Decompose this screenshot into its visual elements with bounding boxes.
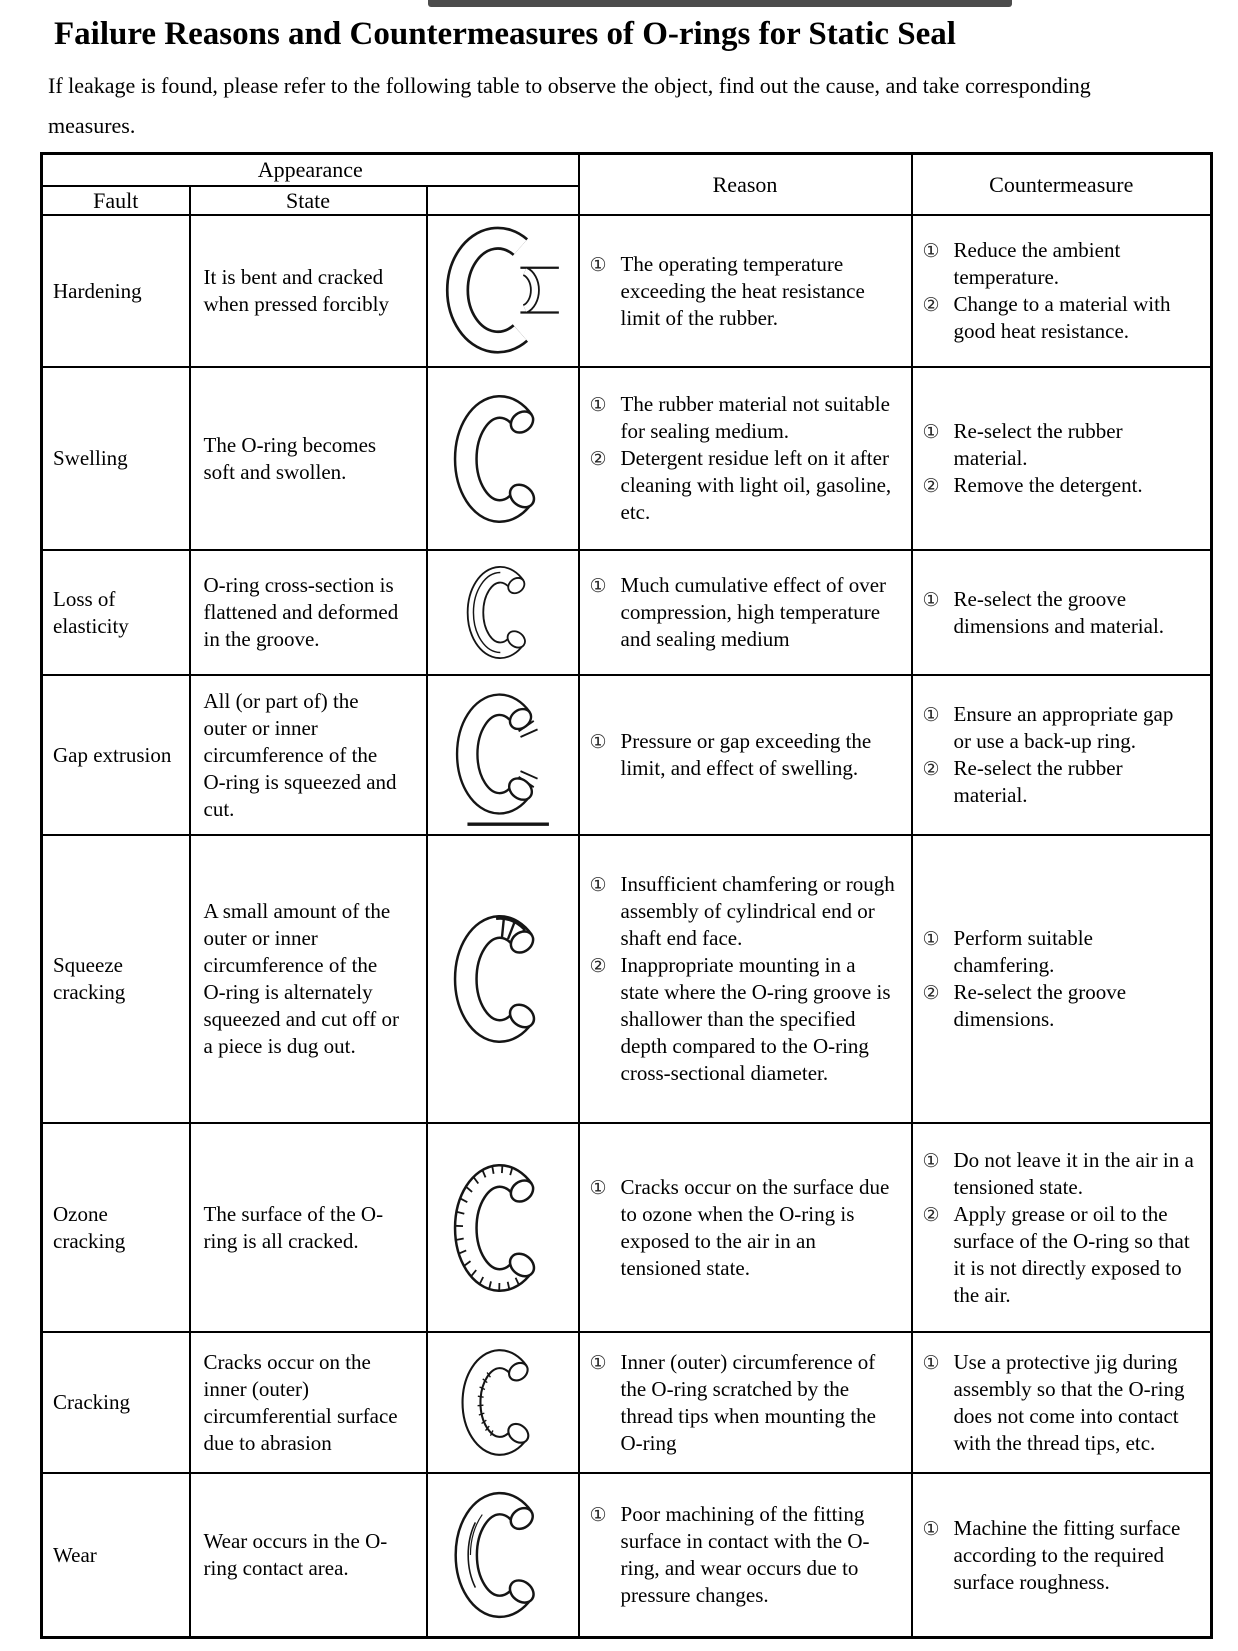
countermeasure-item [923,925,1197,979]
item-text: Insufficient chamfering or rough assembly of cylindrical end or shaft end face. [620,872,895,951]
countermeasure-cell [912,1123,1212,1332]
countermeasure-item [923,237,1197,291]
reason-item [590,1349,897,1457]
circled-number: ② [922,1203,940,1226]
countermeasure-cell [912,835,1212,1123]
circled-number: ② [922,758,940,781]
circled-number: ① [922,928,940,951]
state-text: Cracks occur on the inner (outer) circumferential surface due to abrasion [203,1349,398,1455]
fault-label: Cracking [53,1390,130,1415]
reason-cell [579,1473,912,1637]
figure-cell [427,215,579,367]
fault-header: Fault [42,186,190,215]
reason-header: Reason [579,153,912,215]
circled-number: ① [922,1351,940,1374]
item-text: Re-select the rubber material. [953,756,1123,808]
figure-cell [427,835,579,1123]
state-cell [190,1332,427,1473]
figure-cell [427,550,579,675]
appearance-header: Appearance [42,153,579,186]
reason-item [590,572,897,653]
reason-cell [579,1123,912,1332]
item-text: Inappropriate mounting in a state where the O-ring groove is shallower than the specified depth compared to the O-ring cross-sectional diameter. [620,953,891,1086]
reason-cell [579,215,912,367]
circled-number: ① [589,575,607,598]
item-text: Change to a material with good heat resistance. [953,292,1171,344]
double-outline-oring-icon [428,558,578,667]
item-text: Machine the fitting surface according to the required surface roughness. [953,1515,1181,1594]
figure-cell [427,1332,579,1473]
item-text: Ensure an appropriate gap or use a back-up ring. [953,702,1174,754]
fault-label: Loss of elasticity [53,586,129,638]
reason-item [590,952,897,1087]
fault-cell [42,1123,190,1332]
fault-label: Squeeze cracking [53,953,126,1005]
item-text: Do not leave it in the air in a tensioned state. [953,1147,1194,1199]
circled-number: ② [589,955,607,978]
countermeasure-cell [912,1473,1212,1637]
countermeasure-item [923,418,1197,472]
countermeasure-header: Countermeasure [912,153,1212,215]
item-text: Re-select the groove dimensions. [953,980,1127,1032]
fault-cell [42,215,190,367]
reason-item [590,391,897,445]
fault-cell [42,675,190,835]
item-text: Re-select the groove dimensions and material. [953,586,1165,638]
extruded-oring-icon [428,683,578,827]
reason-item [590,871,897,952]
reason-cell [579,550,912,675]
item-text: Perform suitable chamfering. [953,926,1093,978]
reason-cell [579,675,912,835]
table-row [42,367,1212,550]
state-cell [190,215,427,367]
fault-label: Gap extrusion [53,742,172,767]
ozone-crack-oring-icon [428,1153,578,1303]
state-cell [190,1123,427,1332]
fault-cell [42,1332,190,1473]
circled-number: ① [589,1351,607,1374]
countermeasure-item [923,701,1197,755]
worn-oring-icon [428,1481,578,1629]
intro-text: If leakage is found, please refer to the following table to observe the object, find out the cause, and take corresponding measures. [48,72,1091,138]
circled-number: ① [589,253,607,276]
item-text: Apply grease or oil to the surface of the O-ring so that it is not directly exposed to the air. [953,1201,1190,1307]
state-text: All (or part of) the outer or inner circumference of the O-ring is squeezed and cut. [203,688,397,821]
item-text: Inner (outer) circumference of the O-ring scratched by the thread tips when mounting the O-ring [620,1349,876,1455]
circled-number: ① [589,1504,607,1527]
state-cell [190,835,427,1123]
table-row [42,835,1212,1123]
table-row [42,550,1212,675]
item-text: Re-select the rubber material. [953,418,1123,470]
state-cell [190,367,427,550]
countermeasure-cell [912,1332,1212,1473]
reason-cell [579,367,912,550]
countermeasure-cell [912,675,1212,835]
item-text: Poor machining of the fitting surface in contact with the O-ring, and wear occurs due to pressure changes. [620,1502,870,1608]
fault-label: Hardening [53,278,142,303]
item-text: The operating temperature exceeding the heat resistance limit of the rubber. [620,251,865,330]
circled-number: ① [922,1517,940,1540]
figure-cell [427,1123,579,1332]
circled-number: ① [589,394,607,417]
reason-item [590,728,897,782]
countermeasure-item [923,1349,1197,1457]
cropped-ui-fragment [428,0,1012,7]
reason-cell [579,835,912,1123]
item-text: Reduce the ambient temperature. [953,238,1121,290]
countermeasure-cell [912,367,1212,550]
table-row [42,675,1212,835]
item-text: Use a protective jig during assembly so that the O-ring does not come into contact with the thread tips, etc. [953,1349,1185,1455]
countermeasure-item [923,979,1197,1033]
table-row [42,1332,1212,1473]
table-row [42,1123,1212,1332]
item-text: The rubber material not suitable for sealing medium. [620,392,890,444]
circled-number: ① [922,588,940,611]
figure-cell [427,1473,579,1637]
state-cell [190,1473,427,1637]
countermeasure-item [923,1515,1197,1596]
reason-item [590,1501,897,1609]
state-text: Wear occurs in the O-ring contact area. [203,1529,388,1581]
circled-number: ① [922,704,940,727]
countermeasure-item [923,755,1197,809]
plain-oring-icon [428,384,578,534]
item-text: Detergent residue left on it after cleaning with light oil, gasoline, etc. [620,446,892,525]
countermeasure-item [923,472,1197,500]
failure-table [40,152,1213,1639]
state-text: It is bent and cracked when pressed forcibly [203,265,389,317]
circled-number: ① [922,1149,940,1172]
fault-cell [42,367,190,550]
fault-label: Ozone cracking [53,1201,126,1253]
item-text: Pressure or gap exceeding the limit, and effect of swelling. [620,729,872,781]
circled-number: ① [589,874,607,897]
bent-oring-icon [428,223,578,359]
fault-label: Wear [53,1542,97,1567]
fault-cell [42,550,190,675]
reason-item [590,251,897,332]
item-text: Remove the detergent. [953,472,1143,497]
state-text: The O-ring becomes soft and swollen. [203,432,377,484]
circled-number: ① [922,420,940,443]
circled-number: ② [922,294,940,317]
state-cell [190,675,427,835]
countermeasure-item [923,586,1197,640]
table-row [42,215,1212,367]
circled-number: ① [589,1176,607,1199]
circled-number: ② [589,448,607,471]
countermeasure-item [923,291,1197,345]
countermeasure-cell [912,550,1212,675]
circled-number: ② [922,982,940,1005]
countermeasure-item [923,1147,1197,1201]
state-text: A small amount of the outer or inner circumference of the O-ring is alternately squeezed and cut off or a piece is dug out. [203,899,400,1059]
circled-number: ① [589,731,607,754]
inner-crack-oring-icon [428,1340,578,1465]
squeeze-crack-oring-icon [428,904,578,1054]
fault-cell [42,1473,190,1637]
circled-number: ① [922,240,940,263]
state-text: O-ring cross-section is flattened and deformed in the groove. [203,573,399,652]
figure-cell [427,675,579,835]
countermeasure-item [923,1201,1197,1309]
state-text: The surface of the O-ring is all cracked. [203,1201,384,1253]
reason-item [590,1174,897,1282]
fault-cell [42,835,190,1123]
item-text: Cracks occur on the surface due to ozone when the O-ring is exposed to the air in an tensioned state. [620,1174,890,1280]
state-cell [190,550,427,675]
reason-item [590,445,897,526]
figure-cell [427,367,579,550]
reason-cell [579,1332,912,1473]
page-title: Failure Reasons and Countermeasures of O-rings for Static Seal [54,16,956,52]
item-text: Much cumulative effect of over compression, high temperature and sealing medium [620,573,887,652]
countermeasure-cell [912,215,1212,367]
fault-label: Swelling [53,446,128,471]
figure-header [427,186,579,215]
circled-number: ② [922,474,940,497]
table-row [42,1473,1212,1637]
state-header: State [190,186,427,215]
